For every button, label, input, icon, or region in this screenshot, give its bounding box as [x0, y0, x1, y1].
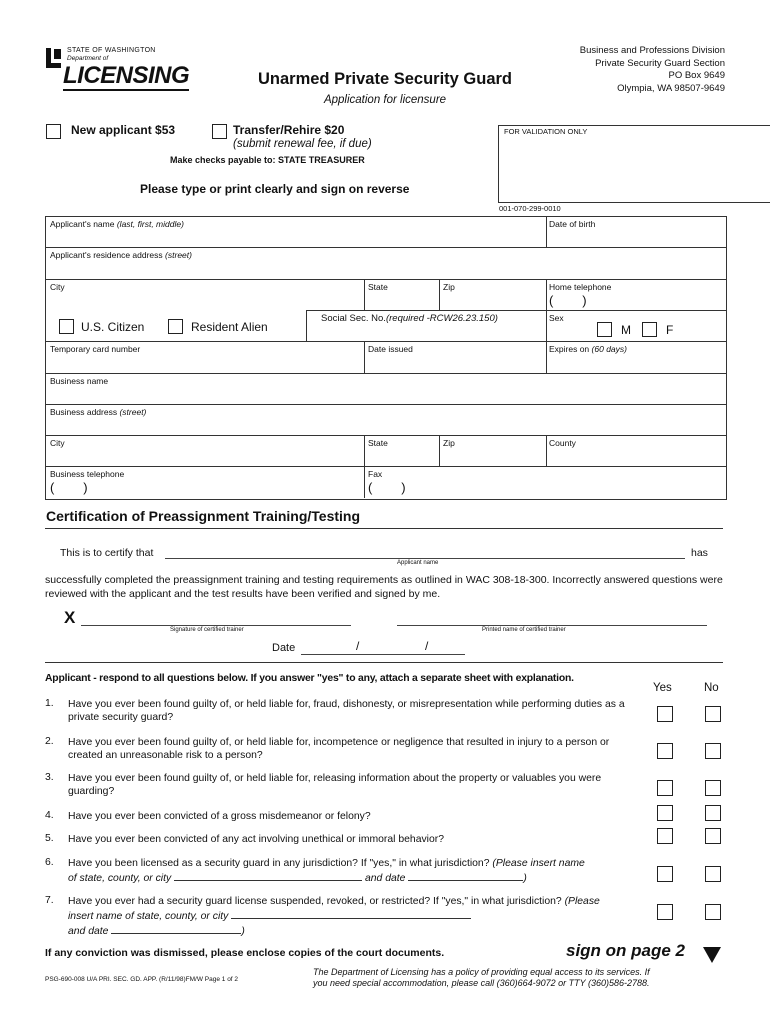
new-applicant-label: New applicant $53: [71, 123, 176, 137]
validation-label: FOR VALIDATION ONLY: [504, 127, 588, 136]
sex-label: Sex: [549, 313, 564, 323]
q1-no-checkbox[interactable]: [705, 706, 721, 722]
female-checkbox[interactable]: [642, 322, 657, 337]
temp-card-label: Temporary card number: [50, 344, 141, 354]
sign-page2: sign on page 2: [566, 941, 686, 960]
grid-rule: [46, 247, 726, 248]
q7-date-line[interactable]: [111, 923, 241, 934]
q7-number: 7.: [45, 895, 54, 906]
male-checkbox[interactable]: [597, 322, 612, 337]
residence-hint: (street): [165, 250, 192, 260]
applicant-name-hint: (last, first, middle): [116, 219, 184, 229]
business-address-text: Business address: [50, 407, 118, 417]
q6-text-a: Have you been licensed as a security guard in any jurisdiction? If "yes," in what jurisdiction?: [68, 858, 490, 869]
q3-yes-checkbox[interactable]: [657, 780, 673, 796]
q7-text-c: insert name of state, county, or city: [68, 911, 229, 922]
city-line: Olympia, WA 98507-9649: [617, 82, 725, 94]
q7-jurisdiction-line[interactable]: [231, 908, 471, 919]
has-text: has: [691, 547, 708, 559]
po-box: PO Box 9649: [668, 70, 725, 81]
ssn-hint: (required -RCW26.23.150): [385, 313, 498, 324]
logo-word: LICENSING: [63, 62, 190, 89]
grid-rule: [46, 341, 726, 342]
certify-text: This is to certify that: [60, 547, 154, 559]
ssn-text: Social Sec. No.: [321, 313, 386, 324]
state-label: State: [368, 282, 388, 292]
q7-text-b: (Please: [564, 896, 600, 907]
new-applicant-checkbox[interactable]: [46, 124, 61, 139]
business-phone-area: ( ): [50, 480, 88, 495]
male-label: M: [621, 323, 631, 337]
q7-text-a: Have you ever had a security guard license suspended, revoked, or restricted? If "yes," in what jurisdiction?: [68, 896, 562, 907]
certification-box: [45, 528, 723, 663]
q3-text: Have you ever been found guilty of, or held liable for, releasing information about the property or valuables you were guarding?: [68, 773, 602, 797]
q2-no-checkbox[interactable]: [705, 743, 721, 759]
expires-text: Expires on: [549, 344, 590, 354]
business-address-hint: (street): [119, 407, 147, 417]
q6-yes-checkbox[interactable]: [657, 866, 673, 882]
date-issued-cell[interactable]: [364, 341, 365, 373]
date-slash-2: /: [425, 639, 429, 653]
home-phone-area: ( ): [549, 293, 587, 308]
ssn-label: [321, 313, 498, 324]
business-zip-label: Zip: [443, 438, 455, 448]
q1-yes-checkbox[interactable]: [657, 706, 673, 722]
certification-heading: Certification of Preassignment Training/Testing: [46, 508, 361, 524]
certification-body: successfully completed the preassignment training and testing requirements as outlined in WAC 308-18-300. Incorrectly answered questions were reviewed with the applicant and the test results have been verified and signed by me.: [45, 574, 723, 600]
logo-emblem-icon: [45, 47, 63, 69]
q4-no-checkbox[interactable]: [705, 805, 721, 821]
date-line[interactable]: [301, 654, 465, 655]
down-arrow-icon: [702, 946, 722, 964]
signature-line[interactable]: [81, 625, 351, 626]
us-citizen-label: U.S. Citizen: [81, 320, 145, 334]
dob-label: Date of birth: [549, 219, 596, 229]
business-state-cell[interactable]: [364, 435, 365, 466]
payable-note: Make checks payable to: STATE TREASURER: [170, 155, 365, 165]
division-name: Business and Professions Division: [579, 45, 725, 56]
validation-box: [498, 125, 770, 203]
county-cell[interactable]: [546, 435, 547, 466]
transfer-checkbox[interactable]: [212, 124, 227, 139]
business-phone-label: Business telephone: [50, 469, 125, 479]
applicant-grid: [45, 216, 727, 500]
us-citizen-checkbox[interactable]: [59, 319, 74, 334]
logo-small-line1: STATE OF WASHINGTON: [67, 47, 156, 54]
q5-text: Have you ever been convicted of any act involving unethical or immoral behavior?: [68, 834, 445, 845]
business-name-label: Business name: [50, 376, 109, 386]
q7-text-d: and date: [68, 926, 109, 937]
fax-cell[interactable]: [364, 466, 365, 498]
q6-number: 6.: [45, 857, 54, 868]
expires-cell[interactable]: [546, 341, 547, 373]
logo-small-line2: Department of: [67, 55, 109, 62]
grid-rule: [46, 279, 726, 280]
printed-name-line[interactable]: [397, 625, 707, 626]
q4-text: Have you ever been convicted of a gross misdemeanor or felony?: [68, 811, 371, 822]
expires-label: [549, 344, 627, 354]
fax-label: Fax: [368, 469, 383, 479]
city-label: City: [50, 282, 65, 292]
section-name: Private Security Guard Section: [595, 57, 725, 69]
q6-text-b: (Please insert name: [492, 858, 585, 869]
q1-number: 1.: [45, 698, 54, 709]
form-subtitle: Application for licensure: [323, 94, 447, 106]
grid-rule: [46, 435, 726, 436]
county-label: County: [549, 438, 576, 448]
residence-text: Applicant's residence address: [50, 250, 163, 260]
q1-text: Have you ever been found guilty of, or held liable for, fraud, dishonesty, or misrepresentation while performing duties as a private security guard?: [68, 699, 625, 723]
q4-yes-checkbox[interactable]: [657, 805, 673, 821]
q6-date-line[interactable]: [408, 870, 523, 881]
q7-text: Have you ever had a security guard license suspended, revoked, or restricted? If "yes," in what jurisdiction? (Please insert name of state, county, or city and date ): [68, 896, 600, 937]
q2-number: 2.: [45, 736, 54, 747]
business-zip-cell[interactable]: [439, 435, 440, 466]
policy-line-1: The Department of Licensing has a policy of providing equal access to its services. If: [313, 967, 650, 977]
yes-header: Yes: [653, 682, 672, 694]
q4-number: 4.: [45, 810, 54, 821]
home-phone-label: Home telephone: [549, 282, 612, 292]
fax-area: ( ): [368, 480, 406, 495]
q6-text-d: and date: [364, 873, 406, 884]
q2-text: Have you ever been found guilty of, or held liable for, incompetence or negligence that resulted in injury to a person or created an unreasonable risk to a person?: [68, 737, 610, 761]
form-id: PSG-690-008 U/A PRI. SEC. GD. APP. (R/11/98)FM/W Page 1 of 2: [45, 976, 239, 983]
resident-alien-label: Resident Alien: [191, 320, 268, 334]
grid-rule: [546, 310, 726, 311]
residence-label: [50, 250, 192, 260]
print-instruction: Please type or print clearly and sign on reverse: [140, 182, 410, 196]
date-slash-1: /: [356, 639, 360, 653]
account-code: 001-070-299-0010: [499, 204, 561, 213]
ssn-cell[interactable]: [306, 310, 307, 341]
q5-yes-checkbox[interactable]: [657, 828, 673, 844]
q6-text: Have you been licensed as a security guard in any jurisdiction? If "yes," in what jurisdiction? (Please insert name of state, county, or city and date ): [68, 858, 585, 884]
dismissed-note: If any conviction was dismissed, please enclose copies of the court documents.: [45, 947, 445, 959]
applicant-name-text: Applicant's name: [50, 219, 115, 229]
business-address-label: [50, 407, 146, 417]
grid-rule: [46, 466, 726, 467]
business-state-label: State: [368, 438, 388, 448]
policy-note: [313, 967, 650, 989]
date-label: Date: [272, 642, 296, 654]
zip-label: Zip: [443, 282, 455, 292]
q5-number: 5.: [45, 833, 54, 844]
date-issued-label: Date issued: [368, 344, 413, 354]
q7-yes-checkbox[interactable]: [657, 904, 673, 920]
transfer-label: Transfer/Rehire $20: [233, 123, 345, 137]
questions-intro: Applicant - respond to all questions below. If you answer "yes" to any, attach a separate sheet with explanation.: [45, 673, 574, 684]
signature-caption: Signature of certified trainer: [170, 627, 244, 633]
expires-hint: (60 days): [591, 344, 627, 354]
x-mark: X: [64, 608, 76, 627]
applicant-name-label: [50, 219, 184, 229]
q6-jurisdiction-line[interactable]: [174, 870, 362, 881]
policy-line-2: you need special accommodation, please call (360)664-9072 or TTY (360)586-2788.: [313, 978, 650, 988]
q5-no-checkbox[interactable]: [705, 828, 721, 844]
applicant-name-line[interactable]: [165, 558, 685, 559]
business-city-label: City: [50, 438, 65, 448]
printed-name-caption: Printed name of certified trainer: [482, 627, 566, 633]
zip-cell[interactable]: [439, 279, 440, 310]
renewal-note: (submit renewal fee, if due): [233, 138, 372, 150]
grid-rule: [46, 404, 726, 405]
q3-number: 3.: [45, 772, 54, 783]
no-header: No: [704, 682, 719, 694]
female-label: F: [666, 323, 674, 337]
q6-text-c: of state, county, or city: [68, 873, 172, 884]
dol-logo: [45, 44, 190, 96]
q2-yes-checkbox[interactable]: [657, 743, 673, 759]
applicant-name-caption: Applicant name: [397, 560, 439, 566]
agency-address: [580, 45, 725, 95]
grid-rule: [46, 373, 726, 374]
q7-no-checkbox[interactable]: [705, 904, 721, 920]
q6-no-checkbox[interactable]: [705, 866, 721, 882]
grid-rule: [306, 310, 546, 311]
q3-no-checkbox[interactable]: [705, 780, 721, 796]
dob-cell[interactable]: [546, 217, 547, 247]
resident-alien-checkbox[interactable]: [168, 319, 183, 334]
state-cell[interactable]: [364, 279, 365, 310]
form-title: Unarmed Private Security Guard: [257, 70, 512, 88]
